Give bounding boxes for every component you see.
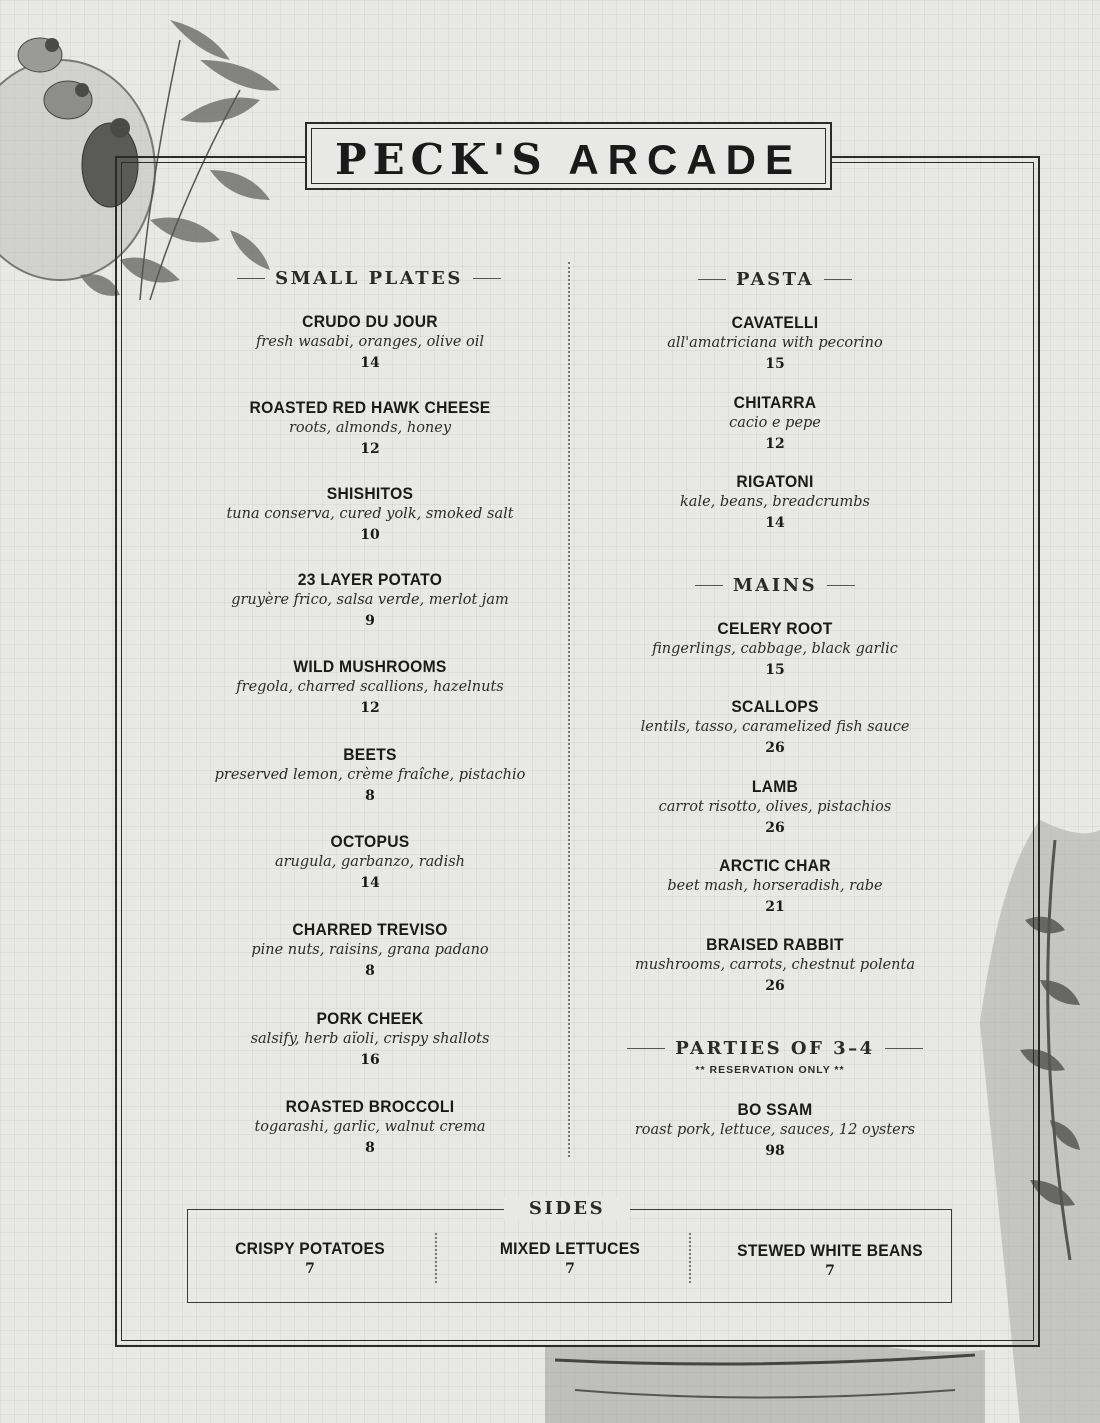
sides-divider	[689, 1233, 691, 1283]
item-desc: fingerlings, cabbage, black garlic	[652, 641, 898, 657]
bottom-branch-illustration	[545, 1340, 985, 1423]
item-price: 10	[360, 527, 380, 543]
item-name: CHITARRA	[733, 393, 817, 412]
menu-item	[600, 697, 950, 758]
item-desc: fresh wasabi, oranges, olive oil	[255, 334, 485, 350]
side-item	[210, 1239, 410, 1279]
menu-item	[200, 312, 540, 373]
item-price: 12	[765, 436, 785, 452]
title-part2: ARCADE	[568, 136, 802, 183]
item-desc: all'amatriciana with pecorino	[667, 335, 883, 351]
item-desc: roots, almonds, honey	[288, 420, 452, 436]
item-price: 15	[765, 662, 785, 678]
sides-divider	[435, 1233, 437, 1283]
side-item	[465, 1239, 675, 1279]
item-name: RIGATONI	[736, 472, 814, 491]
item-desc: preserved lemon, crème fraîche, pistachio	[214, 767, 526, 783]
item-name: 23 LAYER POTATO	[297, 570, 443, 589]
item-price: 8	[365, 963, 375, 979]
menu-item	[600, 1100, 950, 1161]
sides-heading: SIDES	[504, 1198, 630, 1219]
menu-item	[600, 393, 950, 454]
menu-item	[200, 570, 540, 631]
item-name: ROASTED RED HAWK CHEESE	[249, 398, 491, 417]
item-price: 12	[360, 700, 380, 716]
item-desc: carrot risotto, olives, pistachios	[658, 799, 892, 815]
item-price: 21	[765, 899, 785, 915]
item-price: 26	[765, 978, 785, 994]
item-name: BO SSAM	[737, 1100, 813, 1119]
item-price: 7	[565, 1261, 575, 1277]
item-name: ARCTIC CHAR	[719, 856, 831, 875]
small-plates-heading: SMALL PLATES	[214, 268, 524, 289]
title-part1: PECK'S	[334, 135, 548, 184]
item-price: 8	[365, 1140, 375, 1156]
item-price: 14	[765, 515, 785, 531]
item-name: STEWED WHITE BEANS	[737, 1241, 923, 1260]
item-price: 9	[365, 613, 375, 629]
item-desc: mushrooms, carrots, chestnut polenta	[635, 957, 915, 973]
item-price: 26	[765, 740, 785, 756]
item-name: CRISPY POTATOES	[235, 1239, 385, 1258]
item-name: CAVATELLI	[731, 313, 819, 332]
item-name: WILD MUSHROOMS	[293, 657, 447, 676]
item-price: 26	[765, 820, 785, 836]
item-desc: gruyère frico, salsa verde, merlot jam	[231, 592, 509, 608]
menu-item	[600, 313, 950, 374]
menu-item	[600, 935, 950, 996]
menu-item	[600, 856, 950, 917]
item-price: 7	[825, 1263, 835, 1279]
menu-item	[200, 745, 540, 806]
pasta-heading: PASTA	[640, 269, 910, 290]
item-desc: fregola, charred scallions, hazelnuts	[236, 679, 504, 695]
page-title	[307, 135, 830, 184]
item-desc: pine nuts, raisins, grana padano	[251, 942, 489, 958]
item-desc: arugula, garbanzo, radish	[274, 854, 466, 870]
item-desc: beet mash, horseradish, rabe	[667, 878, 883, 894]
side-item	[710, 1241, 950, 1281]
menu-item	[200, 484, 540, 545]
item-desc: lentils, tasso, caramelized fish sauce	[640, 719, 910, 735]
mains-heading: MAINS	[640, 575, 910, 596]
item-name: SCALLOPS	[731, 697, 819, 716]
item-name: MIXED LETTUCES	[499, 1239, 641, 1258]
item-name: PORK CHEEK	[316, 1009, 424, 1028]
item-price: 98	[765, 1143, 785, 1159]
title-box	[305, 122, 832, 190]
reservation-note: ** RESERVATION ONLY **	[695, 1064, 845, 1076]
item-name: CELERY ROOT	[717, 619, 833, 638]
item-price: 16	[360, 1052, 380, 1068]
item-price: 12	[360, 441, 380, 457]
item-price: 15	[765, 356, 785, 372]
item-name: CRUDO DU JOUR	[302, 312, 438, 331]
menu-item	[200, 1097, 540, 1158]
menu-item	[600, 619, 950, 680]
item-name: ROASTED BROCCOLI	[285, 1097, 455, 1116]
parties-heading: PARTIES OF 3–4	[610, 1038, 940, 1059]
item-desc: kale, beans, breadcrumbs	[680, 494, 870, 510]
item-price: 14	[360, 875, 380, 891]
menu-item	[600, 472, 950, 533]
item-name: LAMB	[751, 777, 799, 796]
menu-item	[200, 398, 540, 459]
item-price: 7	[305, 1261, 315, 1277]
item-desc: cacio e pepe	[729, 415, 821, 431]
item-name: CHARRED TREVISO	[292, 920, 448, 939]
item-name: OCTOPUS	[330, 832, 410, 851]
menu-item	[200, 832, 540, 893]
item-name: SHISHITOS	[326, 484, 414, 503]
item-desc: togarashi, garlic, walnut crema	[254, 1119, 486, 1135]
menu-item	[600, 777, 950, 838]
menu-item	[200, 1009, 540, 1070]
item-desc: roast pork, lettuce, sauces, 12 oysters	[634, 1122, 916, 1138]
item-desc: tuna conserva, cured yolk, smoked salt	[226, 506, 514, 522]
item-desc: salsify, herb aïoli, crispy shallots	[250, 1031, 490, 1047]
menu-item	[200, 920, 540, 981]
item-price: 14	[360, 355, 380, 371]
item-name: BEETS	[343, 745, 397, 764]
menu-item	[200, 657, 540, 718]
column-divider	[568, 262, 570, 1157]
item-price: 8	[365, 788, 375, 804]
item-name: BRAISED RABBIT	[706, 935, 844, 954]
